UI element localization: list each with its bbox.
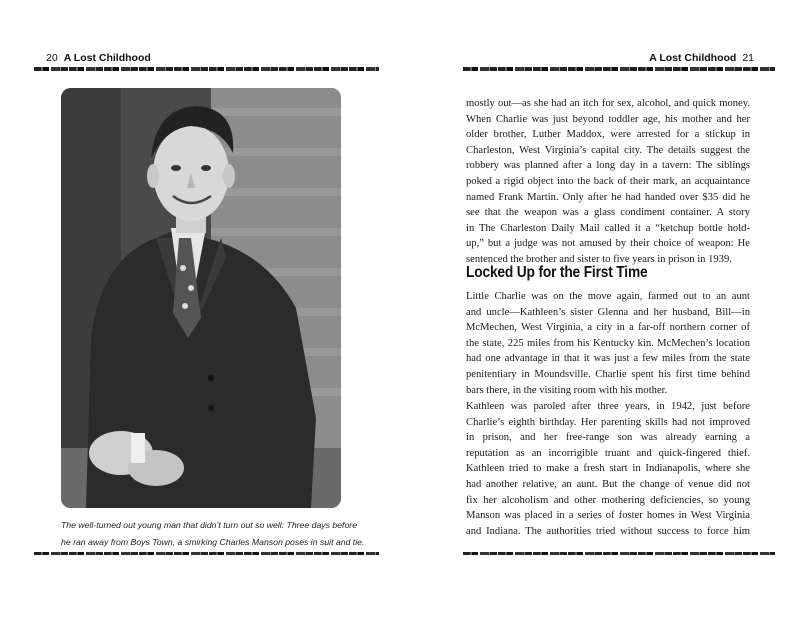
text-line: see that the weapon was a glass condiment container. A story — [466, 207, 750, 219]
text-line: named Frank Martin. Only after he had handed over $35 did he — [466, 191, 750, 203]
right-running-header — [649, 52, 754, 64]
paragraph-2 — [466, 289, 750, 398]
text-line: in prison, and her free-range son was already earning a — [466, 432, 750, 444]
text-line: in The Charleston Daily Mail called it a “ketchup bottle hold- — [466, 222, 750, 234]
portrait-illustration — [61, 88, 341, 508]
text-line: penitentiary in Moundsville. Charlie spent his first time behind — [466, 368, 750, 380]
right-bottom-rule — [463, 552, 775, 555]
photo-caption — [61, 517, 365, 551]
left-page-number: 20 — [46, 52, 58, 64]
left-bottom-rule — [34, 552, 379, 555]
paragraph-3 — [466, 399, 750, 539]
left-running-header — [46, 52, 151, 64]
right-top-rule — [463, 67, 775, 71]
text-line: mostly out—as she had an itch for sex, alcohol, and quick money. — [466, 98, 750, 109]
text-line: Charlie’s eighth birthday. Her parenting skills had not improved — [466, 416, 750, 428]
caption-line: he ran away from Boys Town, a smirking Charles Manson poses in suit and tie. — [61, 537, 365, 547]
left-top-rule — [34, 67, 379, 71]
right-page-number: 21 — [742, 52, 754, 64]
text-line: up,” but a judge was not amused by their choice of weapon: He — [466, 238, 750, 250]
text-line: Kathleen tried to make a fresh start in Indianapolis, where she — [466, 463, 750, 475]
text-line: poked a rigid object into the back of their mark, an acquaintance — [466, 175, 750, 187]
text-line: McMechen, West Virginia, a city in a far-off northern corner of — [466, 322, 750, 334]
text-line: Kathleen was paroled after three years, in 1942, just before — [466, 401, 750, 412]
text-line: reputation as an incorrigible truant and quick-fingered thief. — [466, 447, 750, 459]
caption-line: The well-turned out young man that didn’t turn out so well: Three days before — [61, 520, 358, 530]
right-running-title: A Lost Childhood — [649, 52, 737, 64]
text-line: and uncle—Kathleen’s sister Glenna and her husband, Bill—in — [466, 306, 750, 318]
text-line: Little Charlie was on the move again, farmed out to an aunt — [466, 291, 750, 302]
portrait-photo — [61, 88, 341, 508]
text-line: had one advantage in that it was just a few miles from the state — [466, 353, 750, 365]
text-line: bars there, in the visiting room with his mother. — [466, 384, 668, 396]
text-line: When Charlie was just beyond toddler age, his mother and her — [466, 113, 750, 125]
text-line: sentenced the brother and sister to five years in prison in 1939. — [466, 253, 732, 265]
section-heading: Locked Up for the First Time — [466, 264, 648, 281]
text-line: fix her alcoholism and other mothering deficiencies, so young — [466, 494, 750, 506]
text-line: the state, 225 miles from his Kentucky kin. McMechen’s location — [466, 337, 750, 349]
left-running-title: A Lost Childhood — [63, 52, 151, 64]
text-line: and Indiana. The authorities tried without success to force him — [466, 525, 750, 537]
text-line: robbery was planned after a long day in a tavern: The siblings — [466, 160, 750, 172]
text-line: older brother, Luther Maddox, were arrested for a stickup in — [466, 129, 750, 141]
text-line: Charleston, West Virginia’s capital city. The details suggest the — [466, 144, 750, 156]
text-line: Manson was placed in a series of foster homes in West Virginia — [466, 510, 750, 522]
text-line: had another relative, an aunt. But the change of venue did not — [466, 478, 750, 490]
paragraph-1 — [466, 96, 750, 268]
